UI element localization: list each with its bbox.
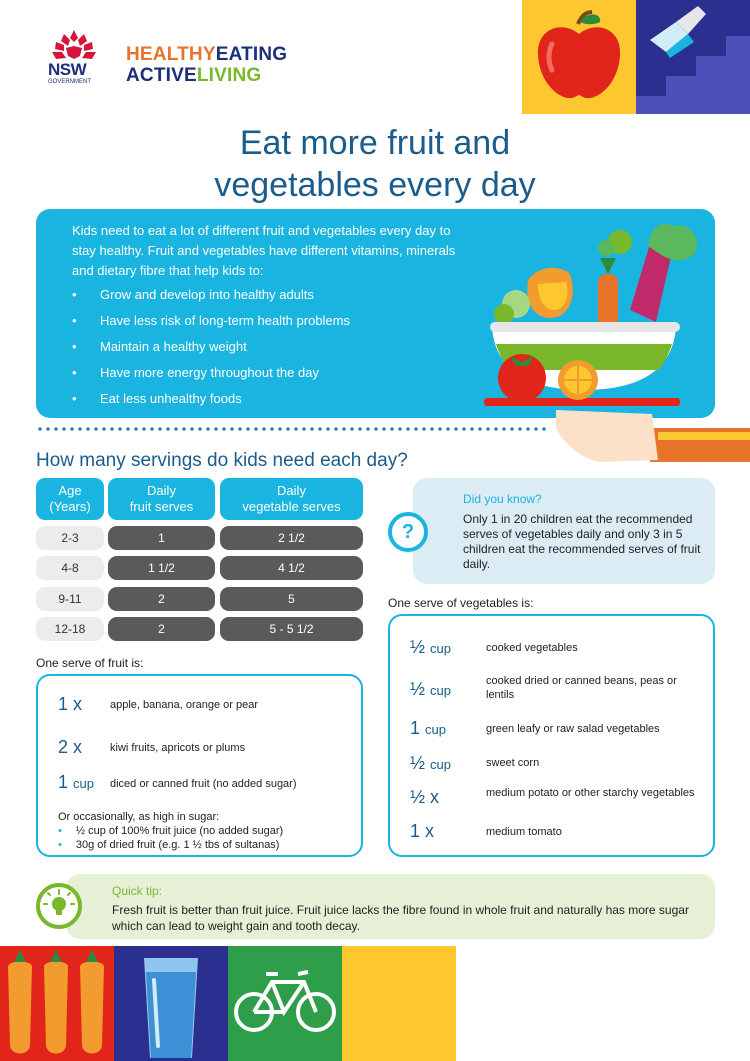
apple-icon [522, 0, 636, 114]
water-glass-icon [114, 946, 228, 1061]
table-header-veg [220, 478, 363, 520]
did-you-know-heading: Did you know? [463, 492, 542, 506]
qty-unit: cup [425, 722, 446, 737]
qty-value: 1 x [410, 821, 435, 841]
page-title [0, 122, 750, 206]
veg-qty [410, 679, 451, 700]
intro-bullet-list [72, 285, 350, 415]
veg-desc: green leafy or raw salad vegetables [486, 723, 660, 735]
table-cell-veg: 5 [220, 587, 363, 611]
fruit-desc: diced or canned fruit (no added sugar) [110, 778, 297, 790]
brand-healthy: HEALTHY [126, 44, 216, 65]
brand-active: ACTIVE [126, 65, 197, 86]
fruit-qty [58, 694, 82, 715]
table-cell-veg: 2 1/2 [220, 526, 363, 550]
table-cell-fruit: 2 [108, 587, 215, 611]
header-label: (Years) [49, 499, 91, 514]
veg-qty [410, 787, 439, 808]
header-label: Age [58, 483, 82, 498]
title-line-1: Eat more fruit and [239, 124, 511, 162]
carrots-tile [0, 946, 114, 1061]
qty-value: ½ x [410, 787, 440, 807]
veg-desc: cooked dried or canned beans, peas or lentils [486, 675, 677, 701]
table-cell-veg: 5 - 5 1/2 [220, 617, 363, 641]
list-item: • ½ cup of 100% fruit juice (no added sugar) [58, 825, 284, 837]
list-item: • Have less risk of long-term health problems [72, 311, 350, 337]
qty-value: ½ [410, 637, 426, 657]
apple-tile [522, 0, 636, 114]
header-label: Daily [277, 483, 306, 498]
veg-desc: cooked vegetables [486, 642, 578, 654]
table-cell-age: 9-11 [36, 587, 104, 611]
qty-unit: cup [430, 641, 451, 656]
qty-value: 2 x [58, 737, 83, 757]
header-label: Daily [147, 483, 176, 498]
fruit-desc: apple, banana, orange or pear [110, 699, 259, 711]
healthy-eating-active-living-logo [126, 44, 287, 86]
fruit-occasional-label: Or occasionally, as high in sugar: [58, 811, 220, 823]
qty-unit: cup [430, 757, 451, 772]
qty-value: 1 x [58, 694, 83, 714]
did-you-know-text: Only 1 in 20 children eat the recommended serves of vegetables daily and only 3 in 5 children eat the recommended serves of fruit daily. [463, 512, 701, 571]
table-cell-age: 2-3 [36, 526, 104, 550]
brand-living: LIVING [196, 65, 262, 86]
table-cell-fruit: 1 1/2 [108, 556, 215, 580]
list-item: • Grow and develop into healthy adults [72, 285, 350, 311]
logo-government-text: GOVERNMENT [48, 79, 92, 85]
header-label: fruit serves [129, 499, 194, 514]
servings-heading: How many servings do kids need each day? [36, 450, 408, 471]
list-item: • 30g of dried fruit (e.g. 1 ½ tbs of sultanas) [58, 839, 280, 851]
list-item: • Eat less unhealthy foods [72, 389, 350, 415]
veg-qty [410, 821, 434, 842]
table-cell-veg: 4 1/2 [220, 556, 363, 580]
intro-text: Kids need to eat a lot of different fruit and vegetables every day to stay healthy. Fruit and vegetables have different vitamins, minerals and dietary fibre that help kids to: [72, 223, 456, 278]
quick-tip-heading: Quick tip: [112, 884, 163, 898]
qty-value: ½ [410, 679, 426, 699]
bicycle-tile [228, 946, 342, 1061]
table-cell-age: 4-8 [36, 556, 104, 580]
table-header-age [36, 478, 104, 520]
veg-serve-label: One serve of vegetables is: [388, 596, 534, 610]
stairs-shoe-icon [636, 0, 750, 114]
header-label: vegetable serves [242, 499, 341, 514]
brand-eating: EATING [215, 44, 288, 65]
table-cell-age: 12-18 [36, 617, 104, 641]
fruit-qty [58, 772, 94, 793]
qty-value: 1 [58, 772, 69, 792]
veg-qty [410, 718, 446, 739]
bicycle-icon [228, 946, 342, 1061]
veg-qty [410, 753, 451, 774]
nsw-government-logo [46, 28, 102, 90]
water-glass-tile [114, 946, 228, 1061]
qty-unit: cup [73, 776, 94, 791]
logo-nsw-text: NSW [48, 60, 87, 79]
veg-desc: medium tomato [486, 826, 562, 838]
question-mark-icon: ? [388, 512, 428, 552]
quick-tip-text: Fresh fruit is better than fruit juice. Fruit juice lacks the fibre found in whole fruit and naturally has more sugar which can lead to weight gain and tooth decay. [112, 903, 689, 933]
lightbulb-icon [36, 883, 82, 929]
occasional-item: ½ cup of 100% fruit juice (no added sugar) [75, 825, 284, 837]
qty-unit: cup [430, 683, 451, 698]
fruit-serve-label: One serve of fruit is: [36, 656, 144, 670]
table-cell-fruit: 2 [108, 617, 215, 641]
title-line-2: vegetables every day [214, 166, 536, 204]
qty-value: ½ [410, 753, 426, 773]
fruit-qty [58, 737, 82, 758]
veg-desc: sweet corn [486, 757, 540, 769]
table-header-fruit [108, 478, 215, 520]
qty-value: 1 [410, 718, 421, 738]
list-item: • Maintain a healthy weight [72, 337, 350, 363]
carrots-icon [0, 946, 114, 1061]
list-item: • Have more energy throughout the day [72, 363, 350, 389]
yellow-tile [342, 946, 456, 1061]
veg-qty [410, 637, 451, 658]
dotted-divider [36, 427, 546, 431]
table-cell-fruit: 1 [108, 526, 215, 550]
stairs-tile [636, 0, 750, 114]
waratah-flower-icon [46, 28, 102, 62]
occasional-item: 30g of dried fruit (e.g. 1 ½ tbs of sultanas) [75, 839, 280, 851]
veg-desc: medium potato or other starchy vegetables [486, 787, 695, 799]
fruit-desc: kiwi fruits, apricots or plums [110, 742, 246, 754]
